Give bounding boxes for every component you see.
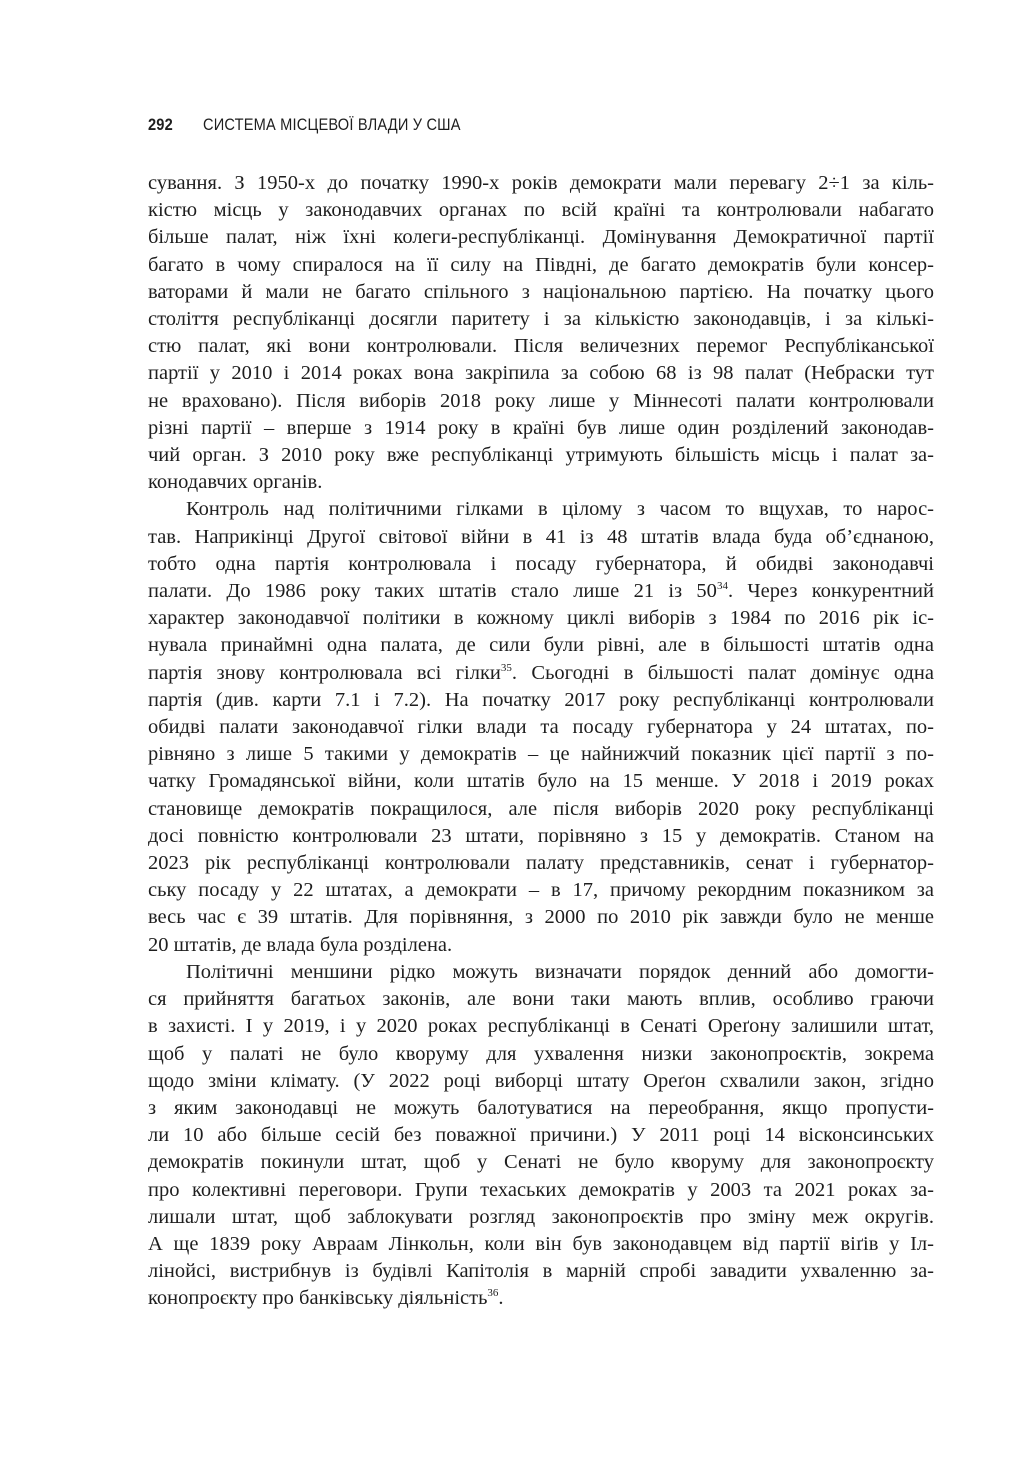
- text-line: становище демократів покращилося, але після виборів 2020 року республіканці: [148, 797, 934, 820]
- text-line: досі повністю контролювали 23 штати, порівняно з 15 у демократів. Станом на: [148, 824, 934, 847]
- text-line: обидві палати законодавчої гілки влади та посаду губернатора у 24 штатах, по-: [148, 716, 934, 739]
- text-line: 2023 рік республіканці контролювали палату представників, сенат і губернатор-: [148, 852, 934, 875]
- text-line: лишали штат, щоб заблокувати розгляд законопроєктів про зміну меж округів.: [148, 1205, 934, 1228]
- paragraph: [148, 170, 934, 496]
- text-line: щодо зміни клімату. (У 2022 році виборці штату Ореґон схвалили закон, згідно: [148, 1069, 934, 1092]
- text-line: століття республіканці досягли паритету і за кількістю законодавців, і за кількі-: [148, 308, 934, 331]
- text-line: демократів покинули штат, щоб у Сенаті не було кворуму для законопроєкту: [148, 1151, 934, 1174]
- footnote-ref[interactable]: 36: [487, 1287, 499, 1300]
- text-line: тобто одна партія контролювала і посаду губернатора, й обидві законодавчі: [148, 552, 934, 575]
- text-line: про колективні переговори. Групи техаських демократів у 2003 та 2021 роках за-: [148, 1178, 934, 1201]
- text-line: 20 штатів, де влада була розділена.: [148, 933, 453, 956]
- text-line: ся прийняття багатьох законів, але вони таки мають вплив, особливо граючи: [148, 988, 934, 1011]
- paragraph: [148, 496, 934, 958]
- text-line: ську посаду у 22 штатах, а демократи – в 17, причому рекордним показником за: [148, 879, 934, 902]
- text-line: стю палат, які вони контролювали. Після величезних перемог Республіканської: [148, 335, 934, 358]
- text-line: сування. З 1950-х до початку 1990-х років демократи мали перевагу 2÷1 за кіль-: [148, 172, 934, 194]
- text-line: нувала принаймні одна палата, де сили були рівні, але в більшості штатів одна: [148, 634, 934, 657]
- text-line: весь час є 39 штатів. Для порівняння, з 2000 по 2010 рік завжди було не менше: [148, 906, 934, 929]
- text-line: тав. Наприкінці Другої світової війни в 41 із 48 штатів влада буда об’єднаною,: [148, 525, 934, 548]
- text-line: А ще 1839 року Авраам Лінкольн, коли він був законодавцем від партії віґів у Іл-: [148, 1232, 934, 1255]
- text-line: більше палат, ніж їхні колеги-республіканці. Домінування Демократичної партії: [148, 226, 934, 249]
- text-line: багато в чому спиралося на її силу на Півдні, де багато демократів були консер-: [148, 253, 934, 276]
- text-line: лінойсі, вистрибнув із будівлі Капітолія в марній спробі завадити ухваленню за-: [148, 1260, 934, 1283]
- body-text: [148, 170, 934, 1313]
- text-line: конодавчих органів.: [148, 471, 323, 494]
- text-line: конопроєкту про банківську діяльність$^{36}$.: [148, 1287, 504, 1310]
- text-line: Політичні меншини рідко можуть визначати порядок денний або домогти-: [186, 960, 934, 983]
- text-line: палати. До 1986 року таких штатів стало лише 21 із $50^{34}$. Через конкурентний: [148, 580, 934, 603]
- running-head: [148, 115, 461, 135]
- page-number: 292: [148, 115, 173, 134]
- text-line: різні партії – вперше з 1914 року в країні був лише один розділений законодав-: [148, 416, 934, 439]
- text-line: характер законодавчої політики в кожному циклі виборів з 1984 по 2016 рік іс-: [148, 607, 934, 630]
- text-line: чатку Громадянської війни, коли штатів було на 15 менше. У 2018 і 2019 роках: [148, 770, 934, 793]
- paragraph: [148, 959, 934, 1313]
- text-line: чий орган. З 2010 року вже республіканці утримують більшість місць і палат за-: [148, 444, 934, 467]
- text-line: партія (див. карти 7.1 і 7.2). На початку 2017 року республіканці контролювали: [148, 688, 934, 711]
- text-line: з яким законодавці не можуть балотуватися на переобрання, якщо пропусти-: [148, 1096, 934, 1119]
- text-line: партія знову контролювала всі гілки$^{35}$. Сьогодні в більшості палат домінує одна: [148, 661, 934, 684]
- text-line: кістю місць у законодавчих органах по всій країні та контролювали набагато: [148, 199, 934, 222]
- text-line: Контроль над політичними гілками в цілому з часом то вщухав, то нарос-: [186, 498, 934, 521]
- text-line: в захисті. І у 2019, і у 2020 роках республіканці в Сенаті Ореґону залишили штат,: [148, 1015, 934, 1038]
- text-line: ли 10 або більше сесій без поважної причини.) У 2011 році 14 вісконсинських: [148, 1124, 934, 1147]
- footnote-ref[interactable]: 35: [500, 661, 512, 674]
- footnote-ref[interactable]: 34: [716, 580, 728, 593]
- text-line: не враховано). Після виборів 2018 року лише у Міннесоті палати контролювали: [148, 389, 934, 412]
- text-line: партії у 2010 і 2014 роках вона закріпила за собою 68 із 98 палат (Небраски тут: [148, 362, 934, 385]
- running-title: СИСТЕМА МІСЦЕВОЇ ВЛАДИ У США: [202, 115, 461, 134]
- text-line: ваторами й мали не багато спільного з національною партією. На початку цього: [148, 280, 934, 303]
- text-line: щоб у палаті не було кворуму для ухвалення низки законопроєктів, зокрема: [148, 1042, 934, 1065]
- text-line: рівняно з лише 5 такими у демократів – це найнижчий показник цієї партії з по-: [148, 743, 934, 766]
